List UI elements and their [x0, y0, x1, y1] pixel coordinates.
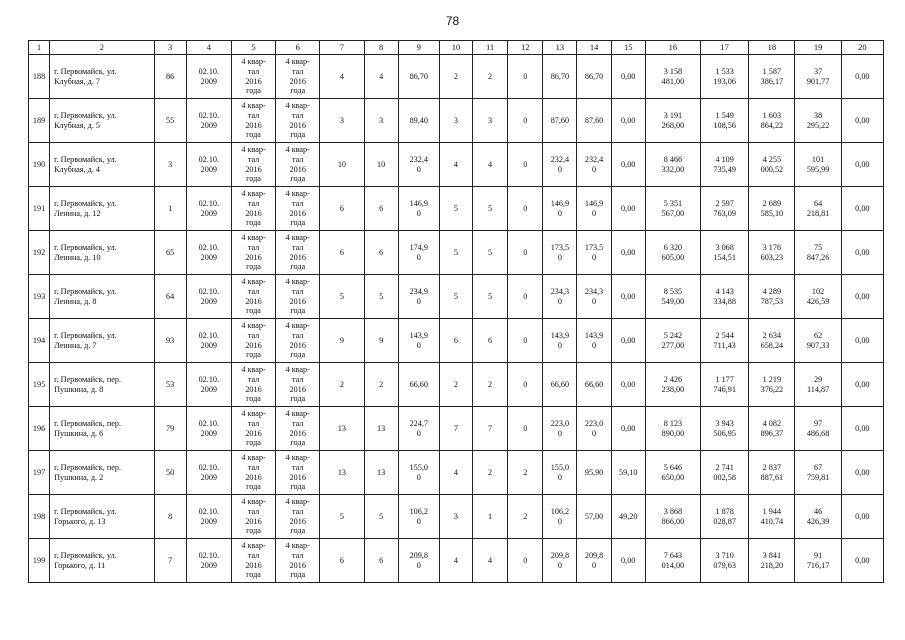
table-cell: 91 716,17 — [795, 539, 841, 583]
table-cell: 75 847,26 — [795, 231, 841, 275]
table-cell: 234,9 0 — [398, 275, 439, 319]
table-cell: 1 533 193,06 — [701, 55, 749, 99]
table-cell: 2 — [439, 363, 472, 407]
table-cell: 0 — [508, 363, 543, 407]
column-header: 7 — [320, 41, 364, 55]
table-cell: 209,8 0 — [543, 539, 577, 583]
table-cell: 3 — [320, 99, 364, 143]
table-cell: 53 — [154, 363, 186, 407]
table-row — [29, 539, 884, 583]
table-cell: 4 квар- тал 2016 года — [231, 99, 275, 143]
column-header: 13 — [543, 41, 577, 55]
table-cell: 2 741 002,58 — [701, 451, 749, 495]
table-cell: 4 — [473, 143, 508, 187]
table-cell: 3 943 506,95 — [701, 407, 749, 451]
column-header: 10 — [439, 41, 472, 55]
table-cell: 66,60 — [543, 363, 577, 407]
table-cell: 4 квар- тал 2016 года — [231, 187, 275, 231]
table-cell: 2 — [473, 55, 508, 99]
table-cell: 2 — [439, 55, 472, 99]
table-cell: 0 — [508, 99, 543, 143]
table-cell: 4 квар- тал 2016 года — [231, 451, 275, 495]
table-cell: 3 191 268,00 — [645, 99, 700, 143]
table-cell: 13 — [320, 407, 364, 451]
table-cell: 191 — [29, 187, 50, 231]
table-cell: 101 595,99 — [795, 143, 841, 187]
table-cell: 0,00 — [611, 143, 645, 187]
column-header: 11 — [473, 41, 508, 55]
table-cell: 4 — [364, 55, 398, 99]
table-cell: 5 — [320, 495, 364, 539]
column-header: 1 — [29, 41, 50, 55]
table-cell: 2 837 887,61 — [749, 451, 795, 495]
table-cell: 234,3 0 — [543, 275, 577, 319]
table-row — [29, 451, 884, 495]
table-cell: 197 — [29, 451, 50, 495]
table-cell: 6 — [364, 539, 398, 583]
table-cell: 8 466 332,00 — [645, 143, 700, 187]
table-cell: 3 — [364, 99, 398, 143]
table-cell: 4 квар- тал 2016 года — [276, 143, 320, 187]
table-cell: 02.10. 2009 — [186, 363, 231, 407]
table-cell: 02.10. 2009 — [186, 99, 231, 143]
column-header: 4 — [186, 41, 231, 55]
table-cell: 189 — [29, 99, 50, 143]
table-cell: 224,7 0 — [398, 407, 439, 451]
column-header: 9 — [398, 41, 439, 55]
table-cell: 9 — [364, 319, 398, 363]
column-header: 8 — [364, 41, 398, 55]
table-cell: 4 квар- тал 2016 года — [231, 407, 275, 451]
table-cell: 4 квар- тал 2016 года — [276, 319, 320, 363]
table-cell: 192 — [29, 231, 50, 275]
column-header: 2 — [50, 41, 154, 55]
table-cell: 232,4 0 — [543, 143, 577, 187]
table-cell: 5 — [439, 187, 472, 231]
table-cell: 1 — [473, 495, 508, 539]
table-row — [29, 99, 884, 143]
table-row — [29, 187, 884, 231]
address-cell: г. Первомайск, ул. Ленина, д. 8 — [50, 275, 154, 319]
table-cell: 5 351 567,00 — [645, 187, 700, 231]
table-cell: 1 944 410,74 — [749, 495, 795, 539]
table-cell: 64 — [154, 275, 186, 319]
table-cell: 46 426,39 — [795, 495, 841, 539]
table-cell: 0,00 — [841, 143, 883, 187]
table-cell: 10 — [364, 143, 398, 187]
table-cell: 4 — [439, 451, 472, 495]
table-cell: 3 — [439, 495, 472, 539]
address-cell: г. Первомайск, ул. Клубная, д. 5 — [50, 99, 154, 143]
table-cell: 4 квар- тал 2016 года — [276, 275, 320, 319]
table-cell: 3 — [154, 143, 186, 187]
table-cell: 66,60 — [398, 363, 439, 407]
table-cell: 6 — [320, 187, 364, 231]
table-cell: 49,20 — [611, 495, 645, 539]
table-cell: 02.10. 2009 — [186, 495, 231, 539]
table-cell: 6 — [473, 319, 508, 363]
table-cell: 02.10. 2009 — [186, 55, 231, 99]
table-cell: 0,00 — [841, 319, 883, 363]
table-cell: 02.10. 2009 — [186, 319, 231, 363]
table-cell: 209,8 0 — [398, 539, 439, 583]
table-cell: 8 — [154, 495, 186, 539]
table-cell: 102 426,59 — [795, 275, 841, 319]
table-cell: 4 квар- тал 2016 года — [276, 363, 320, 407]
table-cell: 6 — [439, 319, 472, 363]
table-cell: 97 486,68 — [795, 407, 841, 451]
table-cell: 4 квар- тал 2016 года — [231, 363, 275, 407]
table-cell: 193 — [29, 275, 50, 319]
table-row — [29, 319, 884, 363]
table-cell: 3 868 866,00 — [645, 495, 700, 539]
table-cell: 7 — [154, 539, 186, 583]
table-cell: 234,3 0 — [577, 275, 611, 319]
table-cell: 5 — [439, 231, 472, 275]
table-cell: 199 — [29, 539, 50, 583]
table-cell: 5 — [473, 275, 508, 319]
table-cell: 86,70 — [398, 55, 439, 99]
table-cell: 1 177 746,91 — [701, 363, 749, 407]
table-cell: 95,90 — [577, 451, 611, 495]
table-cell: 1 878 028,87 — [701, 495, 749, 539]
table-cell: 38 295,22 — [795, 99, 841, 143]
table-cell: 0,00 — [611, 539, 645, 583]
table-cell: 0 — [508, 539, 543, 583]
page-number: 78 — [445, 14, 460, 28]
table-cell: 13 — [364, 451, 398, 495]
table-cell: 188 — [29, 55, 50, 99]
table-cell: 4 — [439, 539, 472, 583]
table-cell: 209,8 0 — [577, 539, 611, 583]
table-cell: 5 — [473, 231, 508, 275]
table-cell: 190 — [29, 143, 50, 187]
table-cell: 223,0 0 — [577, 407, 611, 451]
table-cell: 6 — [320, 539, 364, 583]
table-row — [29, 407, 884, 451]
table-cell: 2 — [508, 451, 543, 495]
column-header: 6 — [276, 41, 320, 55]
table-cell: 2 — [320, 363, 364, 407]
column-header: 20 — [841, 41, 883, 55]
table-cell: 93 — [154, 319, 186, 363]
table-cell: 89,40 — [398, 99, 439, 143]
table-row — [29, 143, 884, 187]
table-cell: 0,00 — [841, 275, 883, 319]
table-cell: 4 — [320, 55, 364, 99]
table-cell: 0 — [508, 55, 543, 99]
table-cell: 0,00 — [841, 451, 883, 495]
table-row — [29, 495, 884, 539]
table-cell: 7 643 014,00 — [645, 539, 700, 583]
table-cell: 2 — [473, 363, 508, 407]
table-cell: 0,00 — [611, 231, 645, 275]
table-cell: 155,0 0 — [543, 451, 577, 495]
table-cell: 173,5 0 — [577, 231, 611, 275]
table-cell: 4 квар- тал 2016 года — [276, 495, 320, 539]
table-cell: 5 — [320, 275, 364, 319]
table-cell: 62 907,33 — [795, 319, 841, 363]
table-cell: 4 квар- тал 2016 года — [231, 231, 275, 275]
table-cell: 66,60 — [577, 363, 611, 407]
table-cell: 1 603 864,22 — [749, 99, 795, 143]
table-cell: 4 — [473, 539, 508, 583]
table-cell: 143,9 0 — [543, 319, 577, 363]
table-cell: 0,00 — [841, 187, 883, 231]
table-cell: 4 квар- тал 2016 года — [231, 143, 275, 187]
table-cell: 194 — [29, 319, 50, 363]
table-cell: 3 176 603,23 — [749, 231, 795, 275]
table-cell: 5 — [439, 275, 472, 319]
table-cell: 3 158 481,00 — [645, 55, 700, 99]
table-cell: 2 426 238,00 — [645, 363, 700, 407]
table-cell: 4 квар- тал 2016 года — [276, 407, 320, 451]
address-cell: г. Первомайск, пер. Пушкина, д. 2 — [50, 451, 154, 495]
table-cell: 8 123 890,00 — [645, 407, 700, 451]
address-cell: г. Первомайск, пер. Пушкина, д. 8 — [50, 363, 154, 407]
table-cell: 1 587 386,17 — [749, 55, 795, 99]
table-row — [29, 231, 884, 275]
table-cell: 86,70 — [543, 55, 577, 99]
table-cell: 8 535 549,00 — [645, 275, 700, 319]
table-cell: 0,00 — [841, 231, 883, 275]
table-cell: 10 — [320, 143, 364, 187]
table-cell: 0 — [508, 187, 543, 231]
table-cell: 87,60 — [543, 99, 577, 143]
table-cell: 4 квар- тал 2016 года — [276, 55, 320, 99]
table-cell: 02.10. 2009 — [186, 451, 231, 495]
table-cell: 0,00 — [611, 55, 645, 99]
table-cell: 1 219 376,22 — [749, 363, 795, 407]
table-cell: 5 — [364, 275, 398, 319]
table-cell: 4 квар- тал 2016 года — [231, 539, 275, 583]
table-cell: 29 114,87 — [795, 363, 841, 407]
table-cell: 4 квар- тал 2016 года — [276, 231, 320, 275]
table-cell: 4 квар- тал 2016 года — [231, 275, 275, 319]
address-cell: г. Первомайск, ул. Горького, д. 11 — [50, 539, 154, 583]
address-cell: г. Первомайск, ул. Клубная, д. 4 — [50, 143, 154, 187]
table-cell: 0 — [508, 143, 543, 187]
column-header: 14 — [577, 41, 611, 55]
table-cell: 2 544 711,43 — [701, 319, 749, 363]
table-cell: 4 квар- тал 2016 года — [276, 99, 320, 143]
table-cell: 6 — [364, 187, 398, 231]
table-cell: 86 — [154, 55, 186, 99]
table-cell: 4 255 000,52 — [749, 143, 795, 187]
table-cell: 6 — [320, 231, 364, 275]
table-cell: 0,00 — [841, 495, 883, 539]
table-cell: 146,9 0 — [543, 187, 577, 231]
housing-register-table — [28, 40, 884, 583]
table-cell: 4 квар- тал 2016 года — [276, 539, 320, 583]
table-cell: 2 — [508, 495, 543, 539]
column-header: 17 — [701, 41, 749, 55]
table-cell: 196 — [29, 407, 50, 451]
table-cell: 64 218,81 — [795, 187, 841, 231]
table-cell: 02.10. 2009 — [186, 539, 231, 583]
table-cell: 4 109 735,49 — [701, 143, 749, 187]
table-cell: 02.10. 2009 — [186, 143, 231, 187]
table-cell: 02.10. 2009 — [186, 407, 231, 451]
column-header: 3 — [154, 41, 186, 55]
table-cell: 1 — [154, 187, 186, 231]
table-cell: 0,00 — [611, 363, 645, 407]
table-cell: 2 689 585,10 — [749, 187, 795, 231]
table-cell: 2 — [364, 363, 398, 407]
table-cell: 4 квар- тал 2016 года — [231, 495, 275, 539]
table-cell: 3 — [439, 99, 472, 143]
table-cell: 0,00 — [611, 275, 645, 319]
table-cell: 02.10. 2009 — [186, 231, 231, 275]
table-cell: 4 квар- тал 2016 года — [276, 451, 320, 495]
table-cell: 67 759,81 — [795, 451, 841, 495]
table-cell: 13 — [364, 407, 398, 451]
table-cell: 6 320 605,00 — [645, 231, 700, 275]
table-cell: 232,4 0 — [398, 143, 439, 187]
table-cell: 0 — [508, 231, 543, 275]
address-cell: г. Первомайск, ул. Горького, д. 13 — [50, 495, 154, 539]
table-cell: 0,00 — [611, 319, 645, 363]
table-row — [29, 275, 884, 319]
table-cell: 106,2 0 — [543, 495, 577, 539]
table-cell: 0 — [508, 407, 543, 451]
address-cell: г. Первомайск, ул. Ленина, д. 10 — [50, 231, 154, 275]
address-cell: г. Первомайск, ул. Ленина, д. 7 — [50, 319, 154, 363]
table-cell: 0,00 — [841, 539, 883, 583]
table-cell: 5 — [364, 495, 398, 539]
table-row — [29, 55, 884, 99]
table-cell: 1 549 108,56 — [701, 99, 749, 143]
header-row — [29, 41, 884, 55]
table-cell: 4 082 896,37 — [749, 407, 795, 451]
table-cell: 55 — [154, 99, 186, 143]
table-cell: 4 квар- тал 2016 года — [231, 319, 275, 363]
table-cell: 65 — [154, 231, 186, 275]
column-header: 16 — [645, 41, 700, 55]
table-cell: 4 квар- тал 2016 года — [231, 55, 275, 99]
table-cell: 7 — [473, 407, 508, 451]
table-cell: 173,5 0 — [543, 231, 577, 275]
table-cell: 3 — [473, 99, 508, 143]
column-header: 19 — [795, 41, 841, 55]
table-cell: 195 — [29, 363, 50, 407]
table-cell: 155,0 0 — [398, 451, 439, 495]
table-cell: 198 — [29, 495, 50, 539]
table-cell: 3 841 218,20 — [749, 539, 795, 583]
table-cell: 02.10. 2009 — [186, 275, 231, 319]
table-cell: 2 634 658,24 — [749, 319, 795, 363]
column-header: 15 — [611, 41, 645, 55]
table-cell: 143,9 0 — [398, 319, 439, 363]
table-cell: 37 901,77 — [795, 55, 841, 99]
table-cell: 02.10. 2009 — [186, 187, 231, 231]
table-cell: 146,9 0 — [577, 187, 611, 231]
table-cell: 0,00 — [841, 99, 883, 143]
table-cell: 79 — [154, 407, 186, 451]
table-cell: 3 068 154,51 — [701, 231, 749, 275]
address-cell: г. Первомайск, ул. Клубная, д. 7 — [50, 55, 154, 99]
table-cell: 0,00 — [841, 363, 883, 407]
table-cell: 4 143 334,88 — [701, 275, 749, 319]
table-cell: 5 646 650,00 — [645, 451, 700, 495]
column-header: 18 — [749, 41, 795, 55]
table-row — [29, 363, 884, 407]
table-cell: 174,9 0 — [398, 231, 439, 275]
table-cell: 106,2 0 — [398, 495, 439, 539]
table-cell: 0 — [508, 275, 543, 319]
table-body — [29, 55, 884, 583]
table-cell: 0,00 — [611, 99, 645, 143]
table-cell: 5 — [473, 187, 508, 231]
table-cell: 2 597 763,09 — [701, 187, 749, 231]
table-cell: 4 — [439, 143, 472, 187]
table-cell: 232,4 0 — [577, 143, 611, 187]
table-cell: 0,00 — [841, 55, 883, 99]
table-cell: 13 — [320, 451, 364, 495]
table-cell: 223,0 0 — [543, 407, 577, 451]
column-header: 5 — [231, 41, 275, 55]
table-cell: 0,00 — [841, 407, 883, 451]
table-cell: 0 — [508, 319, 543, 363]
table-cell: 0,00 — [611, 187, 645, 231]
table-cell: 6 — [364, 231, 398, 275]
address-cell: г. Первомайск, пер. Пушкина, д. 6 — [50, 407, 154, 451]
table-cell: 143,9 0 — [577, 319, 611, 363]
table-cell: 146,9 0 — [398, 187, 439, 231]
table-cell: 0,00 — [611, 407, 645, 451]
table-cell: 5 242 277,00 — [645, 319, 700, 363]
table-cell: 7 — [439, 407, 472, 451]
address-cell: г. Первомайск, ул. Ленина, д. 12 — [50, 187, 154, 231]
table-cell: 4 квар- тал 2016 года — [276, 187, 320, 231]
table-cell: 2 — [473, 451, 508, 495]
table-cell: 4 289 787,53 — [749, 275, 795, 319]
table-cell: 9 — [320, 319, 364, 363]
table-cell: 59,10 — [611, 451, 645, 495]
table-cell: 86,70 — [577, 55, 611, 99]
table-cell: 57,00 — [577, 495, 611, 539]
column-header: 12 — [508, 41, 543, 55]
table-cell: 87,60 — [577, 99, 611, 143]
table-cell: 3 710 079,63 — [701, 539, 749, 583]
table-cell: 50 — [154, 451, 186, 495]
